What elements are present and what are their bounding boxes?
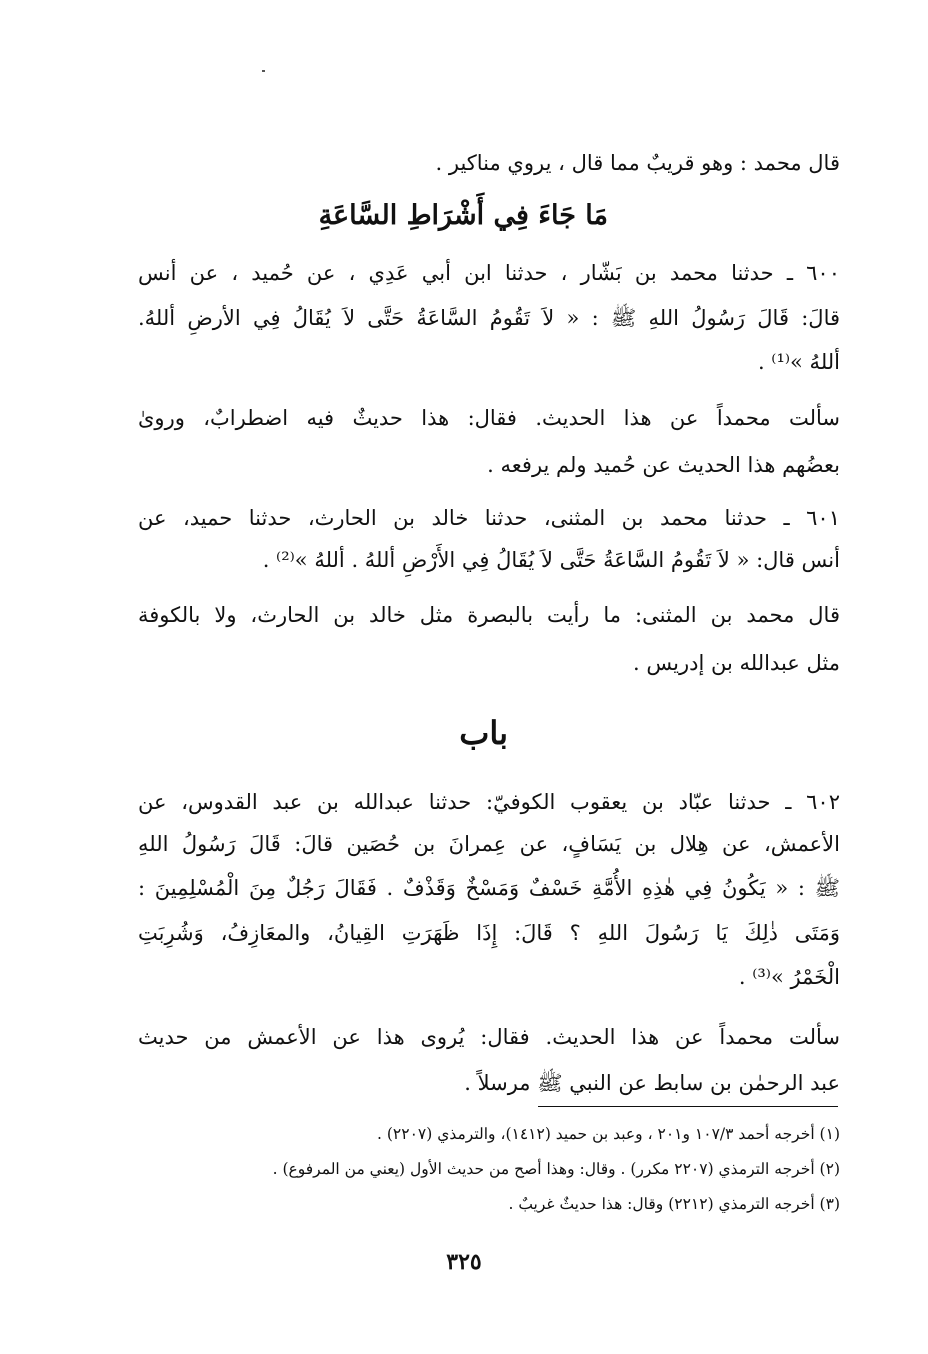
commentary-line-1: سألت محمداً عن هذا الحديث. فقال: هذا حديثٌ فيه اضطرابٌ، وروىٰ xyxy=(138,406,840,430)
hadith-601-line-1: ٦٠١ ـ حدثنا محمد بن المثنى، حدثنا خالد بن الحارث، حدثنا حميد، عن xyxy=(138,506,840,530)
hadith-602-line-3: ﷺ : « يَكُونُ فِي هٰذِهِ الأُمَّةِ خَسْفٌ وَمَسْخٌ وَقَذْفٌ . فَقَالَ رَجُلٌ مِنَ الْمُسْلِمِينَ : xyxy=(138,876,840,900)
commentary-line-5: سألت محمداً عن هذا الحديث. فقال: يُروى هذا عن الأعمش من حديث xyxy=(138,1025,840,1049)
commentary-line-2: بعضُهم هذا الحديث عن حُميد ولم يرفعه . xyxy=(487,453,840,477)
hadith-602-line-5: الْخَمْرُ »⁽³⁾ . xyxy=(738,965,840,989)
bab-heading: باب xyxy=(459,714,508,752)
footnote-1: (١) أخرجه أحمد ١٠٧/٣ و٢٠١ ، وعبد بن حميد (١٤١٢)، والترمذي (٢٢٠٧) . xyxy=(377,1125,840,1143)
hadith-602-line-4: وَمَتَى ذٰلِكَ يَا رَسُولَ اللهِ ؟ قَالَ: إِذَا ظَهَرَتِ القِيانُ، والمعَازِفُ، وَشُرِبَتِ xyxy=(138,921,840,945)
commentary-line-6: عبد الرحمٰن بن سابط عن النبي ﷺ مرسلاً . xyxy=(464,1071,840,1095)
footnote-2: (٢) أخرجه الترمذي (٢٢٠٧ مكرر) . وقال: وهذا أصح من حديث الأول (يعني من المرفوع) . xyxy=(272,1160,840,1178)
hadith-602-line-1: ٦٠٢ ـ حدثنا عبّاد بن يعقوب الكوفيّ: حدثنا عبدالله بن عبد القدوس، عن xyxy=(138,790,840,814)
hadith-601-line-2: أنس قال: « لاَ تَقُومُ السَّاعَةُ حَتَّى لاَ يُقَالُ فِي الأَرْضِ أللهُ . أللهُ »⁽²⁾ . xyxy=(262,548,840,572)
hadith-600-line-2: قالَ: قَالَ رَسُولُ اللهِ ﷺ : « لاَ تَقُومُ السَّاعَةُ حَتَّى لاَ يُقَالُ فِي الأرضِ أللهُ. xyxy=(138,306,840,330)
chapter-heading: مَا جَاءَ فِي أَشْرَاطِ السَّاعَةِ xyxy=(318,200,608,231)
commentary-line-4: مثل عبدالله بن إدريس . xyxy=(633,651,840,675)
hadith-600-line-3: أللهُ »⁽¹⁾ . xyxy=(757,350,840,374)
page-number: ٣٢٥ xyxy=(446,1249,482,1275)
footnote-separator xyxy=(538,1106,838,1107)
text-line: قال محمد : وهو قريبٌ مما قال ، يروي مناكير . xyxy=(435,151,840,175)
scan-speck xyxy=(262,70,265,72)
commentary-line-3: قال محمد بن المثنى: ما رأيت بالبصرة مثل خالد بن الحارث، ولا بالكوفة xyxy=(138,603,840,627)
hadith-602-line-2: الأعمش، عن هِلال بن يَسَافٍ، عن عِمرانَ بن حُصَين قالَ: قَالَ رَسُولُ اللهِ xyxy=(138,832,840,856)
footnote-3: (٣) أخرجه الترمذي (٢٢١٢) وقال: هذا حديثٌ غريبٌ . xyxy=(508,1195,840,1213)
hadith-600-line-1: ٦٠٠ ـ حدثنا محمد بن بَشّار ، حدثنا ابن أبي عَدِي ، عن حُميد ، عن أنس xyxy=(138,261,840,285)
